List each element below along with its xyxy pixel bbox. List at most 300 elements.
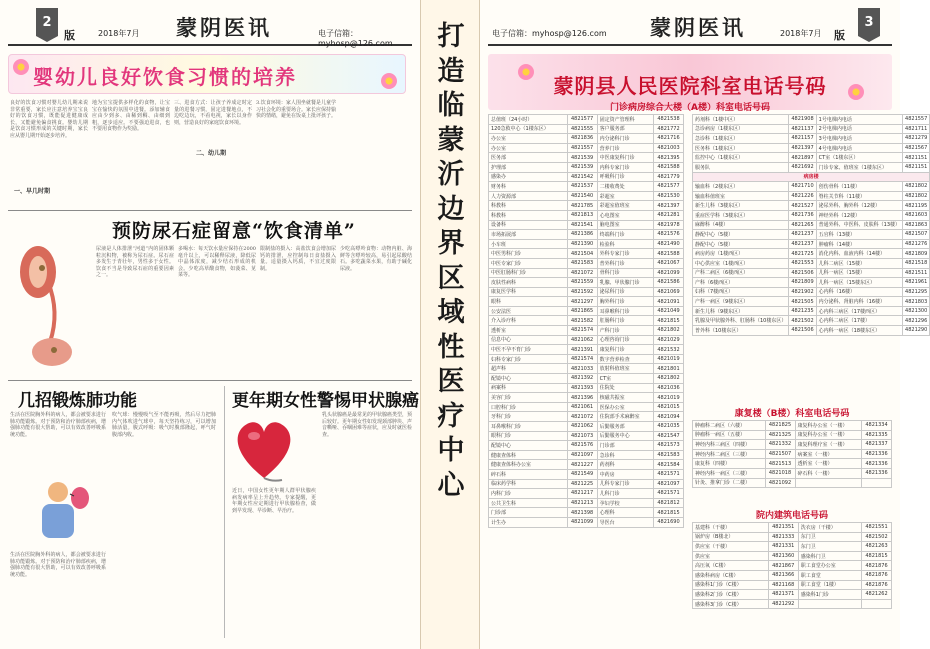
department-name: 高压氧（C楼）	[693, 561, 769, 571]
table-row	[489, 220, 684, 230]
phone-number: 4821530	[654, 191, 684, 201]
article3-title: 几招锻炼肺功能	[18, 391, 137, 411]
department-name: 普外科门诊	[597, 258, 653, 268]
phone-number: 4821736	[789, 210, 816, 220]
article4-col1: 近日，中国女性更年期人群甲状腺疾病发病率呈上升趋势。专家提醒，更年期女性应定期进行甲状腺检查，做到早发现、早诊断、早治疗。	[232, 488, 316, 514]
department-name: 住院处	[597, 383, 653, 393]
phone-number: 4821527	[789, 201, 816, 211]
department-name: 东门卫	[798, 542, 861, 552]
department-name: 急诊病房（1楼东区）	[693, 124, 789, 134]
article2-col2: 多喝水：每天饮水量应保持在2000毫升以上，可以稀释尿液，降低尿中晶体浓度，减少结石形成的机会。少吃高草酸食物，如菠菜、苋菜等。	[178, 246, 256, 279]
table-row	[693, 162, 930, 172]
spine	[420, 0, 480, 649]
department-name: 后勤服务部	[597, 422, 653, 432]
table-row	[693, 599, 892, 609]
department-name: 产科二病区（6楼西区）	[693, 268, 789, 278]
table-row	[693, 421, 892, 431]
phone-number: 4821815	[862, 551, 892, 561]
phone-number: 4821336	[862, 468, 892, 478]
phone-number: 4821279	[903, 134, 930, 144]
table-row	[489, 335, 684, 345]
phone-number: 4821061	[567, 402, 597, 412]
article3-col1b: 生活在医院胸外科的病人，都会被要求进行肺功能锻炼。对于预防和治疗肺部疾病，增强肺功能有很大帮助，可以有效改善呼吸系统功能。	[10, 552, 106, 578]
right-page-number: 3	[858, 8, 880, 36]
phone-number: 4821801	[654, 364, 684, 374]
phone-number: 4821574	[567, 326, 597, 336]
table-row	[489, 115, 684, 125]
flower-icon	[381, 73, 397, 89]
phone-number: 4821815	[654, 316, 684, 326]
phone-number: 4821576	[567, 441, 597, 451]
department-name: 锅炉房（B楼北）	[693, 532, 769, 542]
phone-number: 4821062	[567, 422, 597, 432]
table-row	[489, 191, 684, 201]
table-row	[489, 460, 684, 470]
table-row	[489, 374, 684, 384]
department-name: 医保办公室	[597, 402, 653, 412]
table-row	[693, 551, 892, 561]
department-name: 服务队	[693, 162, 789, 172]
table-row	[693, 191, 930, 201]
department-name: 终端科门诊	[597, 230, 653, 240]
phone-number: 4821398	[567, 508, 597, 518]
phone-number: 4821802	[903, 191, 930, 201]
table-row	[489, 143, 684, 153]
phone-number: 4821300	[903, 306, 930, 316]
table-row	[489, 383, 684, 393]
spine-char: 边	[437, 193, 465, 225]
department-name: 办公室	[489, 143, 568, 153]
section-a-title: 门诊病房综合大楼（A楼）科室电话号码	[610, 103, 770, 113]
right-masthead	[488, 14, 892, 46]
phone-number: 4821504	[567, 249, 597, 259]
right-page	[480, 0, 928, 649]
table-row	[489, 258, 684, 268]
department-name: 营养门诊	[597, 143, 653, 153]
department-name: 外科专家门诊	[597, 249, 653, 259]
department-name: 内科门诊	[489, 489, 568, 499]
phone-number: 4821592	[567, 287, 597, 297]
department-name: 信息中心	[489, 335, 568, 345]
department-name: 感染办	[489, 172, 568, 182]
phone-number: 4821195	[903, 201, 930, 211]
table-row	[693, 561, 892, 571]
department-name: 肿瘤科（14楼）	[816, 239, 902, 249]
table-row	[489, 172, 684, 182]
phone-number: 4821576	[654, 230, 684, 240]
phone-number: 4821213	[567, 498, 597, 508]
table-row	[489, 517, 684, 527]
phone-number: 4821019	[654, 354, 684, 364]
phone-number: 4821099	[567, 517, 597, 527]
table-row	[693, 268, 930, 278]
table-row	[693, 153, 930, 163]
department-name: 数字营养检查	[597, 354, 653, 364]
phone-number: 4821092	[765, 478, 795, 488]
phone-number: 4821876	[862, 580, 892, 590]
department-name: 新生儿科（9楼东区）	[693, 306, 789, 316]
spine-char: 中	[437, 435, 465, 466]
phone-number: 4821511	[903, 268, 930, 278]
table-row	[489, 316, 684, 326]
department-name: 小车班	[489, 239, 568, 249]
right-date: 2018年7月	[780, 29, 822, 38]
table-row	[489, 393, 684, 403]
phone-number: 4821876	[862, 570, 892, 580]
phone-number: 4821588	[654, 162, 684, 172]
department-name: 脊柱关节科（11楼）	[816, 191, 902, 201]
department-name: 消化内科、血液内科（14楼）	[816, 249, 902, 259]
phone-number: 4821033	[567, 364, 597, 374]
department-name: 办公室	[489, 134, 568, 144]
department-name: 康复科（四楼）	[693, 459, 766, 469]
phone-number: 4821583	[567, 258, 597, 268]
phone-number: 4821335	[862, 430, 892, 440]
department-name: 透析室	[489, 326, 568, 336]
table-row	[693, 287, 930, 297]
department-name: 中药房	[597, 469, 653, 479]
phone-number: 4821225	[567, 479, 597, 489]
department-name: 住院部手术麻醉室	[597, 412, 653, 422]
phone-number: 4821292	[768, 599, 798, 609]
table-row	[693, 306, 930, 316]
table-row	[489, 431, 684, 441]
phone-number: 4821588	[654, 249, 684, 259]
left-page-number: 2	[36, 8, 58, 36]
phone-number: 4821290	[903, 326, 930, 336]
phone-number: 4821334	[862, 421, 892, 431]
department-name: 急诊科	[597, 450, 653, 460]
department-name: 健康查体科办公室	[489, 460, 568, 470]
phone-number: 4821863	[903, 220, 930, 230]
table-row	[693, 220, 930, 230]
department-name: 神经内科三病区（四楼）	[693, 440, 766, 450]
department-name: 骨科门诊	[597, 268, 653, 278]
phone-number: 4821157	[789, 134, 816, 144]
table-row	[489, 153, 684, 163]
department-name: 感染科2门诊（C楼）	[693, 590, 769, 600]
article1-col2: 地为宝宝提供多样化的食物，让宝宝在愉快的氛围中进餐。添加辅食应由少到多、由稀到稠、由细到粗，逐步适应。不要强迫进食，也不要用食物作为奖励。	[92, 100, 170, 133]
table-row	[489, 210, 684, 220]
phone-number: 4821553	[789, 258, 816, 268]
spine-char: 性	[437, 331, 465, 363]
phone-number: 4821263	[862, 542, 892, 552]
phone-number: 4821506	[789, 326, 816, 336]
phone-number: 4821235	[789, 306, 816, 316]
section-b-title: 康复楼（B楼）科室电话号码	[734, 409, 850, 419]
table-row	[693, 468, 892, 478]
phone-number: 4821325	[765, 430, 795, 440]
phone-number: 4821538	[654, 115, 684, 125]
department-name: 1号电梯内电话	[816, 115, 902, 125]
phone-number: 4821809	[789, 278, 816, 288]
department-name: 心内科一病区（18楼东区）	[816, 326, 902, 336]
phone-number: 4821577	[567, 115, 597, 125]
phone-number: 4821802	[654, 326, 684, 336]
article1-subhead1: 一、早几时期	[14, 188, 51, 195]
phone-number: 4821049	[654, 306, 684, 316]
table-row	[489, 479, 684, 489]
phone-number: 4821336	[862, 449, 892, 459]
department-name: 检验科	[597, 239, 653, 249]
department-name: 3号电梯内电话	[816, 134, 902, 144]
department-name: CT室	[597, 374, 653, 384]
department-name: 门诊专家、值班室（1楼东区）	[816, 162, 902, 172]
phone-number: 4821336	[862, 459, 892, 469]
spine-char: 医	[437, 366, 465, 397]
table-row	[693, 134, 930, 144]
left-masthead	[8, 14, 412, 48]
table-row	[489, 201, 684, 211]
department-name: 医务科（1楼东区）	[693, 143, 789, 153]
spine-title	[431, 20, 471, 503]
phone-number: 4821897	[789, 153, 816, 163]
department-name: 后勤服务中心	[597, 431, 653, 441]
phone-number: 4821716	[654, 134, 684, 144]
table-row	[489, 441, 684, 451]
department-name: 公共卫生科	[489, 498, 568, 508]
table-section-row	[693, 172, 930, 182]
department-name: 泌尿外科、胸外科（12楼）	[816, 201, 902, 211]
table-row	[489, 326, 684, 336]
phone-number: 4821019	[654, 393, 684, 403]
department-name: 设备科	[489, 220, 568, 230]
phone-number: 4821779	[654, 172, 684, 182]
article4-col2: 乳头状腺癌是最常见的甲状腺癌类型，预后较好。更年期女性如发现颈部肿块、声音嘶哑、吞咽困难等症状，应及时就医检查。	[322, 412, 413, 438]
phone-number: 4821337	[862, 440, 892, 450]
department-name: 脑电图室	[597, 220, 653, 230]
phone-number: 4821711	[903, 124, 930, 134]
spine-char: 造	[437, 55, 465, 87]
phone-number: 4821785	[567, 201, 597, 211]
table-row	[489, 422, 684, 432]
right-section-label: 版	[834, 29, 845, 42]
phone-number	[862, 478, 892, 488]
department-name: 职工食堂	[798, 570, 861, 580]
department-name: 针灸、推拿门诊（二楼）	[693, 478, 766, 488]
spine-char: 界	[437, 228, 465, 259]
phone-number: 4821094	[654, 412, 684, 422]
phone-number: 4821397	[654, 201, 684, 211]
phone-number: 4821725	[789, 249, 816, 259]
phone-number: 4821574	[567, 354, 597, 364]
phone-number: 4821815	[654, 508, 684, 518]
phone-number: 4821571	[654, 489, 684, 499]
department-name: 急诊科（1楼东区）	[693, 134, 789, 144]
department-name: 肿瘤科二病区（六楼）	[693, 421, 766, 431]
department-name: 二楼收费处	[597, 182, 653, 192]
table-row	[693, 124, 930, 134]
phone-number: 4821583	[654, 450, 684, 460]
department-name: 医务部	[489, 153, 568, 163]
phone-number: 4821812	[654, 498, 684, 508]
department-name: 药剂科（1楼中区）	[693, 115, 789, 125]
department-name: 碎石科	[489, 469, 568, 479]
department-name: 彩超室	[597, 191, 653, 201]
phone-number: 4821537	[567, 182, 597, 192]
table-row	[489, 354, 684, 364]
department-name: 儿科专家门诊	[597, 479, 653, 489]
article2-col3: 限制盐的摄入：高盐饮食会增加尿钙的排泄，应控制每日食盐摄入量。适量摄入钙质，不宜过度限制。	[260, 246, 336, 272]
phone-number: 4821281	[654, 210, 684, 220]
spine-char: 打	[437, 21, 465, 52]
department-name: 内科专家门诊	[597, 162, 653, 172]
department-name: 病案室（一楼）	[795, 449, 861, 459]
phone-number: 4821586	[654, 278, 684, 288]
department-name: 中心供应室（1楼西区）	[693, 258, 789, 268]
table-row	[693, 590, 892, 600]
table-row	[489, 345, 684, 355]
phone-number: 4821802	[903, 182, 930, 192]
department-name: 康复科办公室（一楼）	[795, 421, 861, 431]
department-name: 2号电梯内电话	[816, 124, 902, 134]
department-name: 放射科值班室	[597, 364, 653, 374]
phone-number: 4821582	[567, 316, 597, 326]
phone-number: 4821072	[567, 268, 597, 278]
table-row	[489, 278, 684, 288]
phone-number: 4821692	[789, 162, 816, 172]
department-name: 神经内科一病区（三楼）	[693, 468, 766, 478]
phone-number: 4821097	[654, 479, 684, 489]
phone-number: 4821295	[903, 287, 930, 297]
department-name: 护理部	[489, 162, 568, 172]
department-name: 感染科1门诊（C楼）	[693, 580, 769, 590]
table-row	[693, 258, 930, 268]
table-row	[489, 287, 684, 297]
phone-number: 4821390	[567, 239, 597, 249]
department-name: 120急救中心（1楼东区）	[489, 124, 568, 134]
table-row	[489, 306, 684, 316]
department-name: 儿科一病区（15楼）	[816, 268, 902, 278]
phone-number: 4821540	[567, 191, 597, 201]
department-name: 感染科门卫	[798, 551, 861, 561]
table-row	[693, 143, 930, 153]
phone-number: 4821541	[567, 220, 597, 230]
table-row	[693, 230, 930, 240]
table-row	[489, 498, 684, 508]
directory-table-a-left	[488, 114, 684, 528]
phone-number: 4821151	[903, 153, 930, 163]
article1-subhead2: 二、幼儿期	[196, 150, 227, 157]
kidney-illustration	[8, 242, 92, 372]
department-name: 基建科（干楼）	[693, 523, 769, 533]
table-row	[489, 364, 684, 374]
department-name: 中医男科门诊	[489, 249, 568, 259]
department-name: 妇科专家门诊	[489, 354, 568, 364]
phone-number: 4821276	[903, 239, 930, 249]
phone-number: 4821506	[789, 268, 816, 278]
table-row	[693, 201, 930, 211]
phone-number: 4821366	[768, 570, 798, 580]
department-name: 洗衣房（干楼）	[798, 523, 861, 533]
phone-number: 4821296	[903, 316, 930, 326]
phone-number: 4821532	[654, 345, 684, 355]
phone-number: 4821567	[903, 143, 930, 153]
department-name: 心理科	[597, 508, 653, 518]
department-name: 药剂科	[597, 460, 653, 470]
phone-number: 4821555	[567, 124, 597, 134]
phone-number: 4821351	[768, 523, 798, 533]
department-name: 肿瘤科一病区（五楼）	[693, 430, 766, 440]
department-name: 妇科（7楼西区）	[693, 287, 789, 297]
left-email: 电子信箱：myhosp@126.com	[318, 29, 393, 48]
left-date: 2018年7月	[98, 29, 140, 38]
department-name: 市场拓展部	[489, 230, 568, 240]
phone-number: 4821584	[654, 460, 684, 470]
phone-number: 4821035	[654, 422, 684, 432]
spine-char: 域	[437, 297, 465, 328]
department-name: 心内科三病区（17楼西区）	[816, 306, 902, 316]
table-row	[489, 412, 684, 422]
phone-number: 4821226	[789, 191, 816, 201]
phone-number: 4821262	[862, 590, 892, 600]
phone-number: 4821557	[567, 143, 597, 153]
department-name: 科教科	[489, 201, 568, 211]
table-row	[693, 115, 930, 125]
department-name: 康复科理疗室（一楼）	[795, 440, 861, 450]
phone-number: 4821513	[765, 459, 795, 469]
department-name: 五官科（13楼）	[816, 230, 902, 240]
phone-number: 4821237	[789, 239, 816, 249]
phone-number: 4821297	[567, 297, 597, 307]
article2-col4: 少吃高嘌呤食物：动物内脏、海鲜等含嘌呤较高，易引起尿酸结石。多吃蔬菜水果，有助于碱化尿液。	[340, 246, 412, 272]
department-name: 乳腺及甲状腺外科、肛肠科（10楼东区）	[693, 316, 789, 326]
phone-number: 4821062	[567, 335, 597, 345]
phone-number: 4821360	[768, 551, 798, 561]
phone-number: 4821227	[567, 460, 597, 470]
phone-number: 4821557	[903, 115, 930, 125]
heart-illustration	[232, 412, 296, 484]
phone-number: 4821395	[654, 153, 684, 163]
phone-number: 4821961	[903, 278, 930, 288]
article2-col1: 尿液是人体排泄“河道”内的固体颗粒沉积物，被称为尿石症。尿石症多发生于青壮年，男性多于女性。饮食不当是导致尿石症的重要因素之一。	[96, 246, 174, 279]
department-name: 耳鼻喉科门诊	[489, 422, 568, 432]
phone-number: 4821836	[567, 134, 597, 144]
phone-number: 4821573	[654, 441, 684, 451]
table-row	[489, 450, 684, 460]
phone-number: 4821502	[789, 316, 816, 326]
department-name: 静配中心（5楼）	[693, 230, 789, 240]
phone-number: 4821391	[567, 345, 597, 355]
department-name: 科教科	[489, 210, 568, 220]
phone-number: 4821217	[567, 489, 597, 499]
phone-number: 4821069	[654, 287, 684, 297]
department-name: 门诊部	[597, 441, 653, 451]
department-name: 心内科（16楼）	[816, 287, 902, 297]
article1-col3: 三、进食方式：让孩子养成定时定量的进餐习惯，固定进餐地点，不边吃边玩，不看电视，家长以身作则，营造良好的家庭饮食环境。	[174, 100, 252, 126]
department-name: 总值班（24小时）	[489, 115, 568, 125]
table-row	[489, 469, 684, 479]
department-name: 皮肤性病科	[489, 278, 568, 288]
department-name: 康复科办公室（一楼）	[795, 430, 861, 440]
directory-title: 蒙阴县人民医院科室电话号码	[553, 74, 827, 98]
department-name: 职工食堂（1楼）	[798, 580, 861, 590]
department-name: 康复科门诊	[597, 345, 653, 355]
phone-number: 4821396	[567, 393, 597, 403]
phone-number: 4821029	[654, 335, 684, 345]
phone-number	[862, 599, 892, 609]
phone-number: 4821505	[789, 297, 816, 307]
department-name: 内分泌科、肾脏内科（16楼）	[816, 297, 902, 307]
left-paper-title: 蒙阴医讯	[176, 15, 272, 40]
phone-number: 4821099	[654, 268, 684, 278]
table-row	[693, 580, 892, 590]
table-row	[693, 449, 892, 459]
article3-col1: 生活在医院胸外科的病人，都会被要求进行肺功能锻炼。对于预防和治疗肺部疾病，增强肺功能有很大帮助，可以有效改善呼吸系统功能。	[10, 412, 106, 438]
department-name: 职工食堂办公室	[798, 561, 861, 571]
phone-number: 4821571	[654, 469, 684, 479]
directory-table-a-right	[692, 114, 930, 336]
